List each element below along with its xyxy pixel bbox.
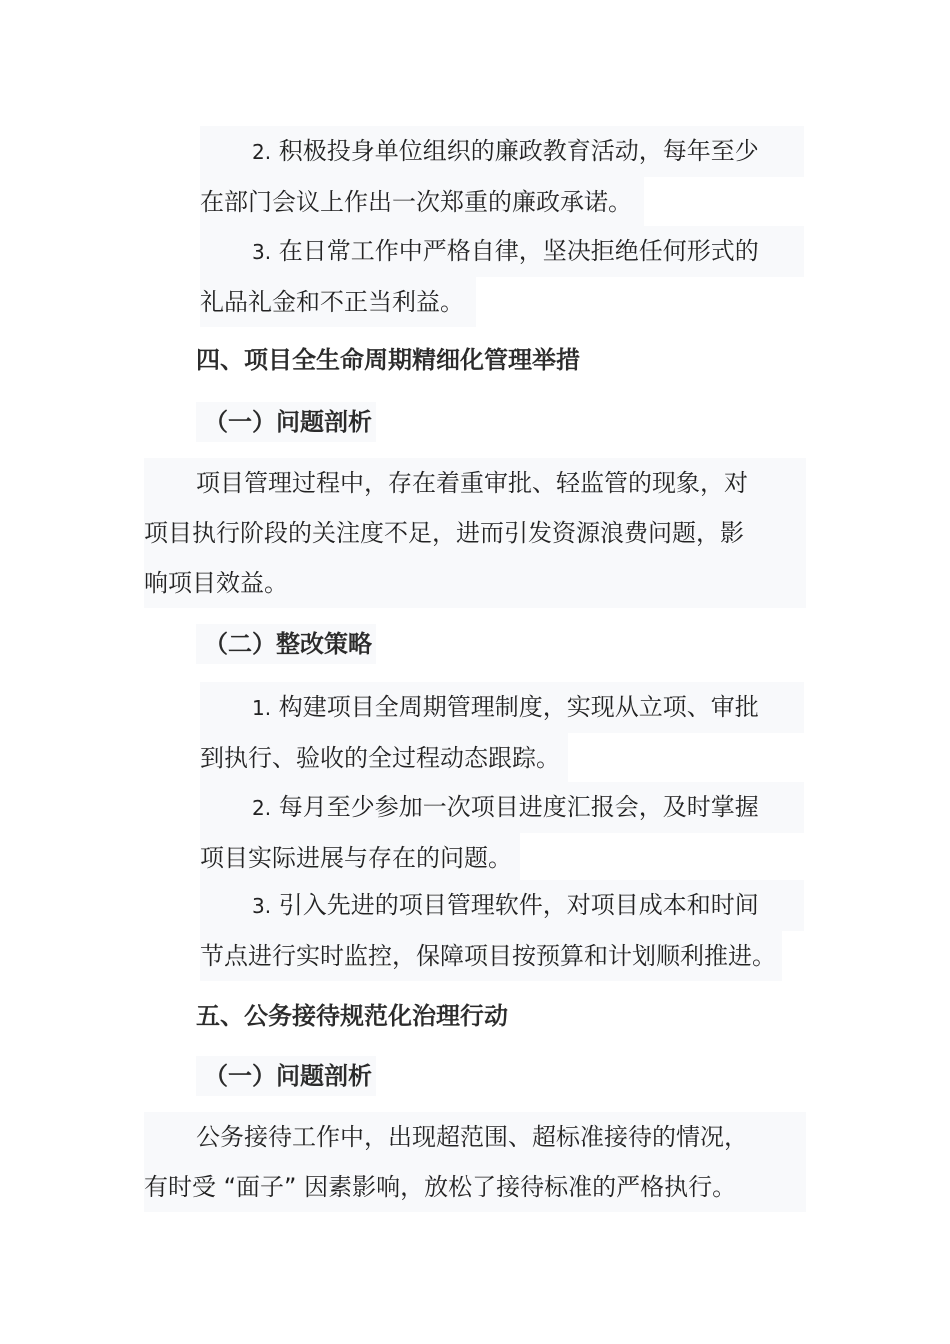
item-text: 礼品礼金和不正当利益。 bbox=[200, 277, 476, 327]
list-item bbox=[200, 682, 804, 783]
list-item bbox=[200, 226, 804, 327]
item-text: 构建项目全周期管理制度，实现从立项、审批 bbox=[278, 693, 759, 721]
item-number: 2. bbox=[252, 140, 272, 164]
paragraph-line: 项目管理过程中，存在着重审批、轻监管的现象，对 bbox=[196, 469, 748, 497]
section-heading: 四、项目全生命周期精细化管理举措 bbox=[196, 346, 580, 374]
list-item-line bbox=[200, 126, 804, 177]
item-text: 在日常工作中严格自律，坚决拒绝任何形式的 bbox=[278, 237, 759, 265]
list-item-line bbox=[200, 277, 804, 327]
item-number: 1. bbox=[252, 696, 272, 720]
list-item-line bbox=[200, 931, 804, 981]
paragraph bbox=[144, 458, 806, 608]
paragraph-line: 公务接待工作中，出现超范围、超标准接待的情况， bbox=[196, 1123, 748, 1151]
sub-heading: （一）问题剖析 bbox=[196, 1056, 376, 1096]
list-item-line bbox=[200, 682, 804, 733]
item-number: 3. bbox=[252, 894, 272, 918]
paragraph-line: 项目执行阶段的关注度不足，进而引发资源浪费问题，影 bbox=[144, 519, 744, 547]
sub-heading: （一）问题剖析 bbox=[196, 402, 376, 442]
section-heading: 五、公务接待规范化治理行动 bbox=[196, 1002, 508, 1030]
item-text: 每月至少参加一次项目进度汇报会，及时掌握 bbox=[278, 793, 759, 821]
item-text: 节点进行实时监控，保障项目按预算和计划顺利推进。 bbox=[200, 931, 782, 981]
list-item-line bbox=[200, 833, 804, 883]
sub-heading: （二）整改策略 bbox=[196, 624, 376, 664]
item-text: 在部门会议上作出一次郑重的廉政承诺。 bbox=[200, 177, 644, 227]
paragraph-line: 响项目效益。 bbox=[144, 569, 288, 597]
paragraph-line: 有时受 “面子” 因素影响，放松了接待标准的严格执行。 bbox=[144, 1173, 737, 1201]
paragraph bbox=[144, 1112, 806, 1212]
list-item bbox=[200, 880, 804, 981]
list-item-line bbox=[200, 880, 804, 931]
item-number: 3. bbox=[252, 240, 272, 264]
item-text: 项目实际进展与存在的问题。 bbox=[200, 833, 520, 883]
list-item-line bbox=[200, 733, 804, 783]
list-item-line bbox=[200, 226, 804, 277]
list-item-line bbox=[200, 177, 804, 227]
list-item-line bbox=[200, 782, 804, 833]
list-item bbox=[200, 126, 804, 227]
item-text: 引入先进的项目管理软件，对项目成本和时间 bbox=[278, 891, 759, 919]
item-text: 积极投身单位组织的廉政教育活动，每年至少 bbox=[278, 137, 759, 165]
list-item bbox=[200, 782, 804, 883]
item-number: 2. bbox=[252, 796, 272, 820]
item-text: 到执行、验收的全过程动态跟踪。 bbox=[200, 733, 568, 783]
